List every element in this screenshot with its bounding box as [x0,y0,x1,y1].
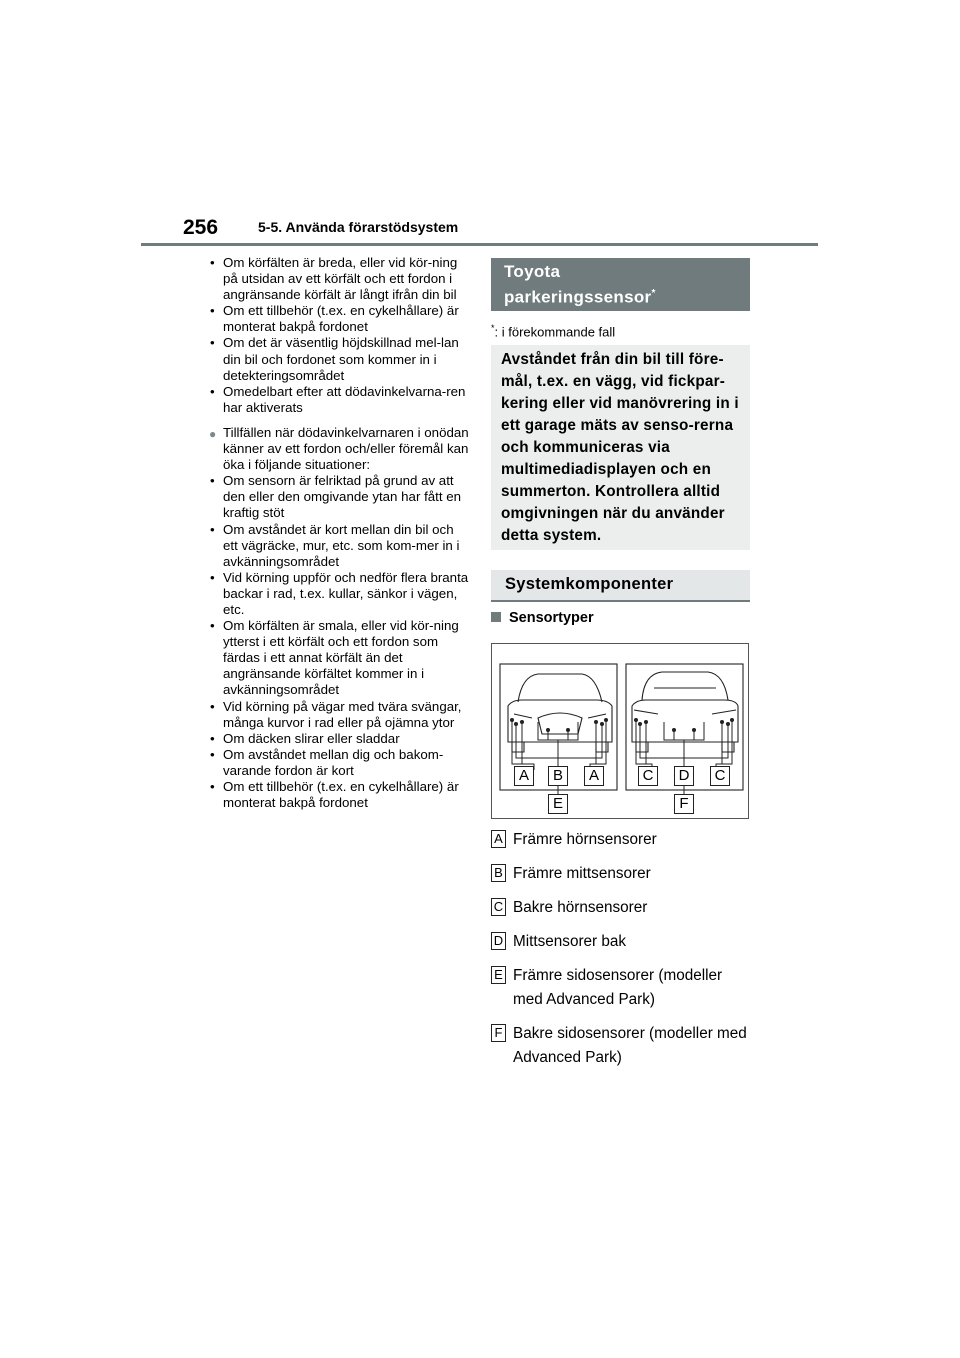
situations-intro-text: Tillfällen när dödavinkelvarnaren i onödan känner av ett fordon och/eller föremål kan öka i följande situationer: [223,424,469,473]
list-item: • Om avståndet mellan dig och bakom-varande fordon är kort [210,747,472,779]
footnote: *: i förekommande fall [491,323,616,340]
legend-item: A Främre hörnsensorer [491,828,753,852]
sensortyper-heading: Sensortyper [491,610,594,626]
square-bullet-icon [491,612,501,622]
label-b: B [548,766,568,786]
left-column [210,255,472,811]
legend-letter: E [491,966,506,984]
list-item: • Om körfälten är smala, eller vid kör-ning ytterst i ett körfält och ett fordon som färdas i ett annat körfält än det angränsande körfältet kommer in i avkänningsområdet [210,618,472,698]
legend-item: D Mittsensorer bak [491,930,753,954]
section-title: 5-5. Använda förarstödsystem [258,219,459,235]
systemkomponenter-heading: Systemkomponenter [491,570,750,602]
list-item: • Om sensorn är felriktad på grund av att den eller den omgivande ytan har fått en kraftig stöt [210,473,472,521]
situations-intro [210,425,472,473]
list-item: • Om ett tillbehör (t.ex. en cykelhållare) är monterat bakpå fordonet [210,303,472,335]
sensor-diagram [491,643,749,819]
page-number: 256 [183,216,219,239]
sensor-legend [491,828,753,1080]
list-item: • Om det är väsentlig höjdskillnad mel-lan din bil och fordonet som kommer in i detekteringsområdet [210,335,472,383]
circle-bullet-icon: ● [209,426,217,441]
header-rule [141,243,818,246]
legend-item: E Främre sidosensorer (modeller med Advanced Park) [491,964,753,1012]
legend-letter: D [491,932,506,950]
asterisk: * [651,288,656,299]
intro-box: Avståndet från din bil till före-mål, t.ex. en vägg, vid fickpar-kering eller vid manövrering in i ett garage mäts av senso-rerna och kommuniceras via multimediadisplayen och en summerton. Kontrollera alltid omgivningen när du använder detta system. [491,345,750,550]
legend-item: C Bakre hörnsensorer [491,896,753,920]
front-car-roof [518,674,602,702]
list-item: • Om däcken slirar eller sladdar [210,731,472,747]
label-e: E [548,794,568,814]
label-f: F [674,794,694,814]
list-item: • Om ett tillbehör (t.ex. en cykelhållare) är monterat bakpå fordonet [210,779,472,811]
heading-line-2: parkeringssensor* [504,287,656,307]
toyota-parking-sensor-heading [491,258,750,311]
heading-line-1: Toyota [504,262,561,281]
list-item: • Vid körning på vägar med tvära svängar, många kurvor i rad eller på ojämna ytor [210,699,472,731]
legend-letter: C [491,898,506,916]
legend-item: F Bakre sidosensorer (modeller med Advanced Park) [491,1022,753,1070]
label-d: D [674,766,694,786]
bullet-list-b [210,473,472,811]
rear-car-lights [634,710,736,714]
legend-item: B Främre mittsensorer [491,862,753,886]
legend-letter: B [491,864,506,882]
list-item: • Vid körning uppför och nedför flera branta backar i rad, t.ex. kullar, sänkor i vägen, etc. [210,570,472,618]
rear-car-wheels [636,742,734,752]
bullet-list-a [210,255,472,416]
front-car-grille [538,713,582,734]
list-item: • Om avståndet är kort mellan din bil och ett vägräcke, mur, etc. som kom-mer in i avkänningsområdet [210,522,472,570]
legend-letter: F [491,1024,506,1042]
label-c-right: C [710,766,730,786]
front-car-wheels [512,742,608,752]
label-c-left: C [638,766,658,786]
label-a-right: A [584,766,604,786]
list-item: • Om körfälten är breda, eller vid kör-ning på utsidan av ett körfält och ett fordon i angränsande körfält är långt ifrån din bil [210,255,472,303]
front-car-lights [514,714,606,718]
list-item: • Omedelbart efter att dödavinkelvarna-ren har aktiverats [210,384,472,416]
rear-car-roof [642,672,728,700]
car-illustration [492,644,750,820]
label-a-left: A [514,766,534,786]
legend-letter: A [491,830,506,848]
